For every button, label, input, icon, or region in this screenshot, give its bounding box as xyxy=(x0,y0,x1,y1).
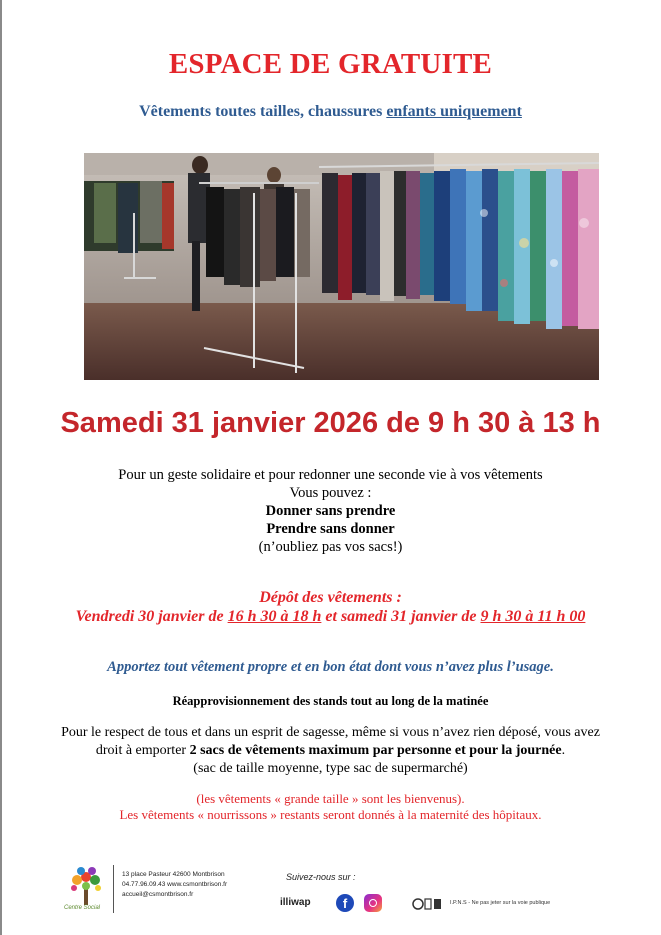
subtitle xyxy=(0,103,661,121)
recycle-icons xyxy=(412,897,442,911)
footer-divider xyxy=(113,865,114,913)
address-line2: 04.77.96.09.43 www.csmontbrison.fr xyxy=(122,881,228,888)
depot-part2: et samedi 31 janvier de xyxy=(321,608,481,625)
intro-block xyxy=(0,466,661,556)
respect-line2 xyxy=(40,742,621,760)
respect-line1: Pour le respect de tous et dans un esprit de sagesse, même si vous n’avez rien déposé, vous avez xyxy=(61,725,600,740)
reappro-text: Réapprovisionnement des stands tout au long de la matinée xyxy=(172,694,489,708)
notes-block xyxy=(0,791,661,823)
instagram-icon[interactable] xyxy=(364,894,382,912)
intro-line1: Pour un geste solidaire et pour redonner une seconde vie à vos vêtements xyxy=(118,467,543,483)
ipns-notice: I.P.N.S - Ne pas jeter sur la voie publique xyxy=(450,900,551,906)
notes-line1: (les vêtements « grande taille » sont les bienvenus). xyxy=(196,791,465,806)
respect-block xyxy=(40,724,621,778)
respect-line2-suffix: . xyxy=(561,743,566,758)
illiwap-logo[interactable]: illiwap xyxy=(280,897,311,908)
depot-time2: 9 h 30 à 11 h 00 xyxy=(480,608,586,625)
notes-line2: Les vêtements « nourrissons » restants seront donnés à la maternité des hôpitaux. xyxy=(119,807,542,822)
facebook-icon[interactable]: f xyxy=(336,894,354,912)
intro-line2: Vous pouvez : xyxy=(289,485,372,501)
intro-line3: Donner sans prendre xyxy=(265,503,396,519)
follow-us-label: Suivez-nous sur : xyxy=(286,872,356,882)
footer-address xyxy=(122,870,227,900)
event-date: Samedi 31 janvier 2026 de 9 h 30 à 13 h xyxy=(60,407,601,439)
depot-time1: 16 h 30 à 18 h xyxy=(227,608,322,625)
subtitle-prefix: Vêtements toutes tailles, chaussures xyxy=(139,103,387,120)
respect-line3: (sac de taille moyenne, type sac de supermarché) xyxy=(193,761,468,776)
intro-line5: (n’oubliez pas vos sacs!) xyxy=(258,539,403,555)
depot-part1: Vendredi 30 janvier de xyxy=(75,608,228,625)
footer xyxy=(58,859,588,923)
depot-schedule xyxy=(0,608,661,626)
page-title: ESPACE DE GRATUITE xyxy=(168,48,493,80)
intro-line4: Prendre sans donner xyxy=(266,521,395,537)
apportez-text: Apportez tout vêtement propre et en bon état dont vous n’avez plus l’usage. xyxy=(107,659,554,675)
address-line1: 13 place Pasteur 42600 Montbrison xyxy=(122,871,225,878)
logo-text: Centre Social xyxy=(64,905,101,911)
address-line3: accueil@csmontbrison.fr xyxy=(122,891,194,898)
clothing-racks-photo xyxy=(84,153,599,380)
depot-title: Dépôt des vêtements : xyxy=(259,589,402,606)
respect-line2-bold: 2 sacs de vêtements maximum par personne et pour la journée xyxy=(189,743,562,758)
respect-line2-prefix: droit à emporter xyxy=(95,743,190,758)
subtitle-underlined: enfants uniquement xyxy=(386,103,522,120)
